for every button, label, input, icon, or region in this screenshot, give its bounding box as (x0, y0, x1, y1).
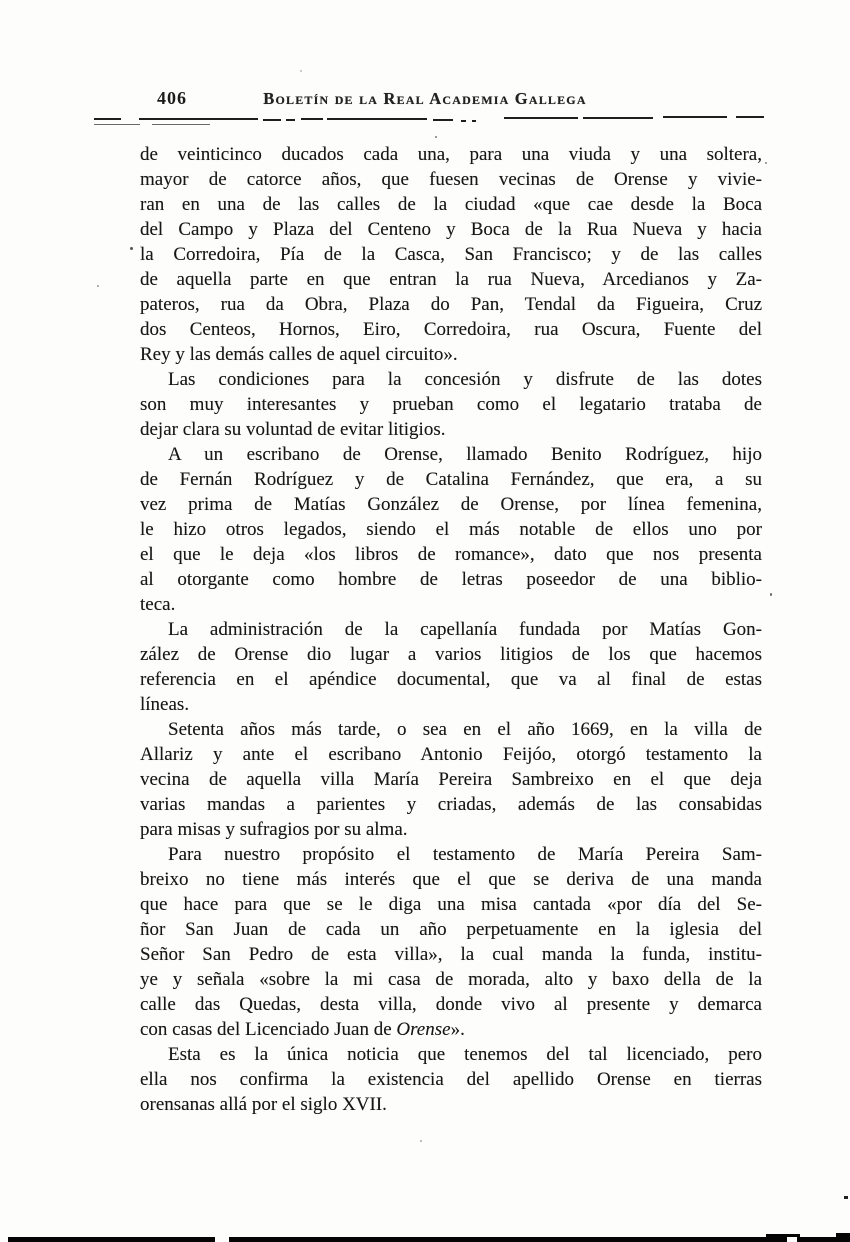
rule-dash (94, 124, 140, 125)
text-line: que hace para que se le diga una misa cantada «por día del Se- (140, 894, 762, 915)
rule-dash (663, 116, 727, 118)
scan-speck (435, 136, 437, 138)
text-line: teca. (140, 594, 176, 615)
text-line: Las condiciones para la concesión y disfrute de las dotes (168, 369, 762, 390)
text-line: Esta es la única noticia que tenemos del tal licenciado, pero (168, 1044, 762, 1065)
text-line: ñor San Juan de cada un año perpetuamente en la iglesia del (140, 919, 762, 940)
scanner-edge-nub (836, 1233, 850, 1237)
paragraph (140, 617, 762, 717)
text-line: al otorgante como hombre de letras poseedor de una biblio- (140, 569, 762, 590)
rule-dash (461, 120, 466, 122)
text-line (140, 1017, 762, 1042)
rule-dash (736, 116, 764, 118)
text-line: varias mandas a parientes y criadas, además de las consabidas (140, 794, 762, 815)
text-line: pateros, rua da Obra, Plaza do Pan, Tendal da Figueira, Cruz (140, 294, 762, 315)
rule-dash (286, 119, 295, 121)
text-line: La administración de la capellanía fundada por Matías Gon- (168, 619, 762, 640)
text-line: le hizo otros legados, siendo el más notable de ellos uno por (140, 519, 762, 540)
text-line: Para nuestro propósito el testamento de María Pereira Sam- (168, 844, 762, 865)
text-line: del Campo y Plaza del Centeno y Boca de la Rua Nueva y hacia (140, 219, 762, 240)
scan-speck (844, 1196, 848, 1199)
paragraph (140, 717, 762, 842)
text-line: de Fernán Rodríguez y de Catalina Fernández, que era, a su (140, 469, 762, 490)
paragraph (140, 1042, 762, 1117)
rule-dash (139, 118, 258, 120)
rule-dash (583, 117, 653, 119)
scan-speck (130, 247, 133, 250)
scanner-edge-notch (787, 1237, 797, 1242)
scan-speck (300, 70, 302, 72)
scan-speck (420, 1140, 422, 1142)
text-part: ». (450, 1019, 465, 1040)
text-line: Setenta años más tarde, o sea en el año 1669, en la villa de (168, 719, 762, 740)
text-line: dos Centeos, Hornos, Eiro, Corredoira, rua Oscura, Fuente del (140, 319, 762, 340)
text-line: líneas. (140, 694, 190, 715)
scanner-edge-bar (8, 1237, 850, 1242)
scan-speck (97, 285, 99, 287)
text-line: de aquella parte en que entran la rua Nueva, Arcedianos y Za- (140, 269, 762, 290)
text-line: orensanas allá por el siglo XVII. (140, 1094, 387, 1115)
paragraph (140, 442, 762, 617)
rule-dash (327, 118, 427, 120)
text-line: para misas y sufragios por su alma. (140, 819, 408, 840)
text-line: breixo no tiene más interés que el que se deriva de una manda (140, 869, 762, 890)
scanner-edge-nub (766, 1234, 800, 1237)
scanner-edge-notch (215, 1237, 229, 1242)
text-line: son muy interesantes y prueban como el legatario trataba de (140, 394, 762, 415)
rule-dash (504, 117, 578, 119)
italic-text: Orense (396, 1019, 451, 1040)
text-line: zález de Orense dio lugar a varios litigios de los que hacemos (140, 644, 762, 665)
paragraph (140, 367, 762, 442)
text-line: calle das Quedas, desta villa, donde vivo al presente y demarca (140, 994, 762, 1015)
text-block (140, 142, 762, 1117)
text-line: Rey y las demás calles de aquel circuito». (140, 344, 458, 365)
text-line: vecina de aquella villa María Pereira Sambreixo en el que deja (140, 769, 762, 790)
text-part: con casas del Licenciado Juan de (140, 1019, 397, 1040)
paragraph (140, 142, 762, 367)
rule-dash (472, 120, 476, 122)
text-line: vez prima de Matías González de Orense, por línea femenina, (140, 494, 762, 515)
journal-title: Boletín de la Real Academia Gallega (263, 89, 587, 108)
text-line: dejar clara su voluntad de evitar litigios. (140, 419, 446, 440)
text-line: referencia en el apéndice documental, que va al final de estas (140, 669, 762, 690)
page-number: 406 (157, 88, 187, 108)
text-line: el que le deja «los libros de romance», dato que nos presenta (140, 544, 762, 565)
scan-speck (770, 593, 772, 596)
text-line: ye y señala «sobre la mi casa de morada, alto y baxo della de la (140, 969, 762, 990)
paragraph (140, 842, 762, 1042)
rule-dash (301, 118, 323, 120)
scan-speck (765, 162, 767, 164)
text-line: de veinticinco ducados cada una, para una viuda y una soltera, (140, 144, 762, 165)
rule-dash (263, 119, 281, 121)
rule-dash (94, 118, 121, 120)
text-line: la Corredoira, Pía de la Casca, San Francisco; y de las calles (140, 244, 762, 265)
text-line: Allariz y ante el escribano Antonio Feijóo, otorgó testamento la (140, 744, 762, 765)
rule-dash (152, 124, 210, 125)
rule-dash (433, 119, 453, 121)
text-line: ran en una de las calles de la ciudad «que cae desde la Boca (140, 194, 762, 215)
text-line: Señor San Pedro de esta villa», la cual manda la funda, institu- (140, 944, 762, 965)
text-line: A un escribano de Orense, llamado Benito Rodríguez, hijo (168, 444, 762, 465)
text-line: mayor de catorce años, que fuesen vecinas de Orense y vivie- (140, 169, 762, 190)
text-line: ella nos confirma la existencia del apellido Orense en tierras (140, 1069, 762, 1090)
